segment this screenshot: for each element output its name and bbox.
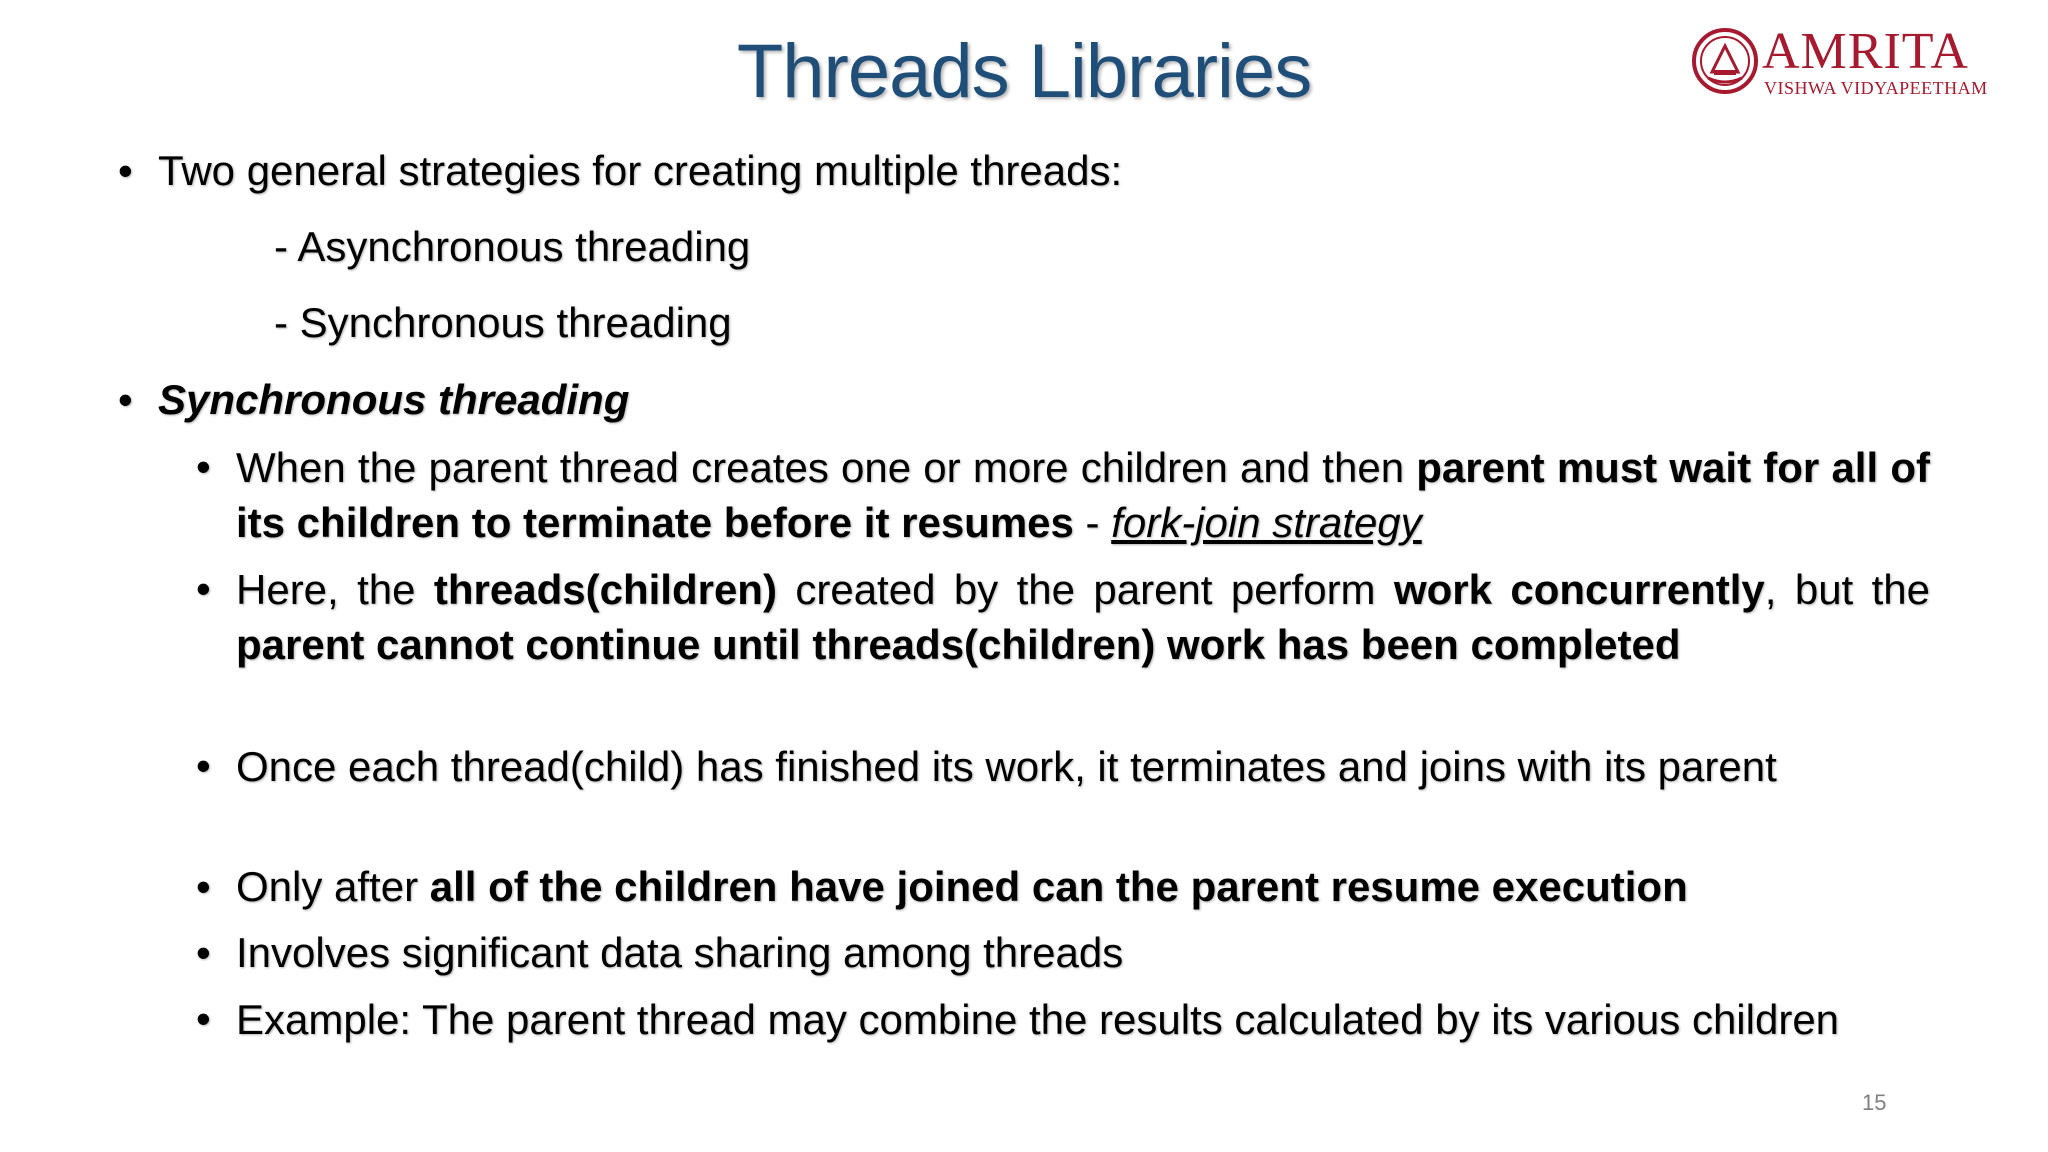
logo-subtitle: VISHWA VIDYAPEETHAM bbox=[1764, 78, 1988, 98]
fork-join-term: fork-join strategy bbox=[1111, 499, 1422, 546]
page-number: 15 bbox=[1862, 1090, 1887, 1115]
bold-text: threads(children) bbox=[433, 566, 777, 613]
bullet-marker: • bbox=[196, 443, 211, 490]
text-span: - bbox=[1073, 499, 1112, 546]
bullet-text bbox=[236, 860, 1688, 914]
bullet-marker: • bbox=[196, 565, 211, 612]
bullet-heading: Synchronous threading bbox=[158, 376, 630, 423]
logo-name: AMRITA bbox=[1762, 23, 1969, 80]
sub-item-text: - Synchronous threading bbox=[274, 299, 732, 346]
bold-text: parent cannot continue until threads(children) work has been completed bbox=[236, 621, 1681, 668]
bullet-marker: • bbox=[196, 742, 211, 789]
bold-text: parent must wait for all of its children to terminate before it resumes bbox=[236, 444, 1930, 546]
text-span: , but the bbox=[1764, 566, 1931, 613]
text-span: Here, the bbox=[236, 566, 434, 613]
bullet-text: Once each thread(child) has finished its work, it terminates and joins with its parent bbox=[236, 743, 1777, 790]
bullet-marker: • bbox=[196, 929, 211, 976]
sub-item-text: - Asynchronous threading bbox=[274, 223, 751, 270]
bullet-text: Two general strategies for creating multiple threads: bbox=[158, 147, 1123, 194]
bullet-marker: • bbox=[118, 376, 133, 423]
bold-text: work concurrently bbox=[1393, 566, 1765, 613]
bullet-marker: • bbox=[196, 863, 211, 910]
text-span: Only after bbox=[236, 863, 430, 910]
bold-text: all of the children have joined can the parent resume execution bbox=[429, 863, 1688, 910]
bullet-text bbox=[236, 562, 1930, 672]
text-span: When the parent thread creates one or more children and then bbox=[236, 444, 1417, 491]
bullet-marker: • bbox=[118, 147, 133, 194]
bullet-marker: • bbox=[196, 995, 211, 1042]
text-span: created by the parent perform bbox=[776, 566, 1394, 613]
bullet-text bbox=[236, 440, 1930, 550]
bullet-text: Involves significant data sharing among threads bbox=[236, 929, 1124, 976]
slide-title: Threads Libraries bbox=[736, 29, 1312, 114]
bullet-text: Example: The parent thread may combine the results calculated by its various children bbox=[236, 996, 1840, 1043]
